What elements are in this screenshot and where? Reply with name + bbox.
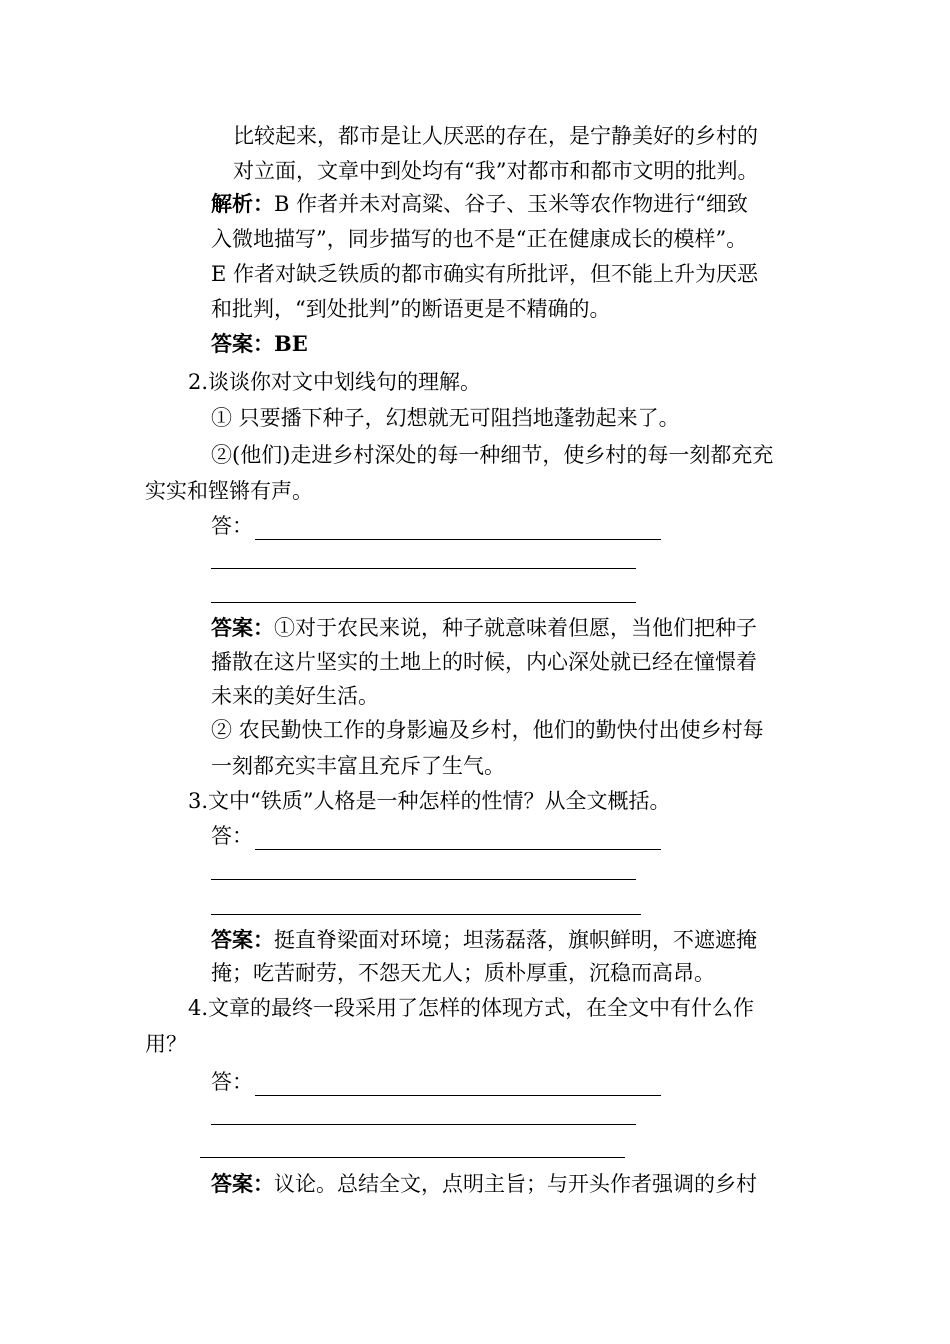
- answer-label: 答案：: [211, 927, 274, 952]
- q2-item-1: ① 只要播下种子，幻想就无可阻挡地蓬勃起来了。: [211, 406, 680, 430]
- answer-blank-line[interactable]: [211, 1124, 636, 1125]
- q1-analysis-line3: E 作者对缺乏铁质的都市确实有所批评，但不能上升为厌恶: [211, 262, 759, 286]
- answer-prompt-label: 答：: [211, 1070, 253, 1094]
- answer-blank-line[interactable]: [211, 602, 636, 603]
- answer-blank-line[interactable]: [211, 568, 636, 569]
- answer-blank-line[interactable]: [200, 1157, 625, 1158]
- q1-text-line2: 对立面，文章中到处均有“我”对都市和都市文明的批判。: [233, 159, 759, 183]
- answer-blank-line[interactable]: [255, 1073, 661, 1096]
- answer-blank-line[interactable]: [255, 517, 661, 540]
- q1-analysis-line4: 和批判，“到处批判”的断语更是不精确的。: [211, 297, 611, 321]
- analysis-text: B 作者并未对高粱、谷子、玉米等农作物进行“细致: [274, 192, 748, 216]
- answer-label: 答案：: [211, 615, 274, 640]
- answer-blank-line[interactable]: [255, 827, 661, 850]
- answer-blank-line[interactable]: [211, 879, 636, 880]
- q3-answer-line2: 掩；吃苦耐劳，不怨天尤人；质朴厚重，沉稳而高昂。: [211, 961, 715, 985]
- q3-question: 3.文中“铁质”人格是一种怎样的性情？从全文概括。: [188, 789, 671, 813]
- q4-answer-prompt: [211, 1068, 661, 1096]
- q3-answer-prompt: [211, 822, 661, 850]
- q1-text-line1: 比较起来，都市是让人厌恶的存在，是宁静美好的乡村的: [233, 124, 758, 148]
- answer-label: 答案：: [211, 1171, 274, 1196]
- q2-answer-prompt: [211, 512, 661, 540]
- q4-question-line1: 4.文章的最终一段采用了怎样的体现方式，在全文中有什么作: [188, 996, 755, 1020]
- q2-item-2-line2: 实实和铿锵有声。: [145, 479, 313, 503]
- q2-answer-line5: 一刻都充实丰富且充斥了生气。: [211, 754, 505, 778]
- q1-analysis-line1: [211, 190, 748, 218]
- analysis-label: 解析：: [211, 191, 274, 216]
- answer-text: 挺直脊梁面对环境；坦荡磊落，旗帜鲜明，不遮遮掩: [274, 928, 757, 952]
- answer-prompt-label: 答：: [211, 514, 253, 538]
- answer-blank-line[interactable]: [211, 914, 641, 915]
- q4-question-line2: 用？: [145, 1032, 187, 1056]
- q2-answer-line2: 播散在这片坚实的土地上的时候，内心深处就已经在憧憬着: [211, 650, 757, 674]
- q3-answer-line1: [211, 926, 757, 954]
- q2-answer-line3: 未来的美好生活。: [211, 684, 379, 708]
- q2-answer-line4: ② 农民勤快工作的身影遍及乡村，他们的勤快付出使乡村每: [211, 718, 764, 742]
- q1-analysis-line2: 入微地描写”，同步描写的也不是“正在健康成长的模样”。: [211, 227, 748, 251]
- answer-label: 答案：: [211, 331, 274, 356]
- answer-text: ①对于农民来说，种子就意味着但愿，当他们把种子: [274, 616, 757, 640]
- q2-answer-line1: [211, 614, 757, 642]
- q1-answer: [211, 330, 308, 358]
- answer-prompt-label: 答：: [211, 824, 253, 848]
- answer-text: 议论。总结全文，点明主旨；与开头作者强调的乡村: [274, 1172, 757, 1196]
- q2-item-2-line1: ②(他们)走进乡村深处的每一种细节，使乡村的每一刻都充充: [211, 443, 774, 467]
- q4-answer-line1: [211, 1170, 757, 1198]
- answer-value: BE: [274, 331, 308, 356]
- q2-question: 2.谈谈你对文中划线句的理解。: [188, 370, 482, 394]
